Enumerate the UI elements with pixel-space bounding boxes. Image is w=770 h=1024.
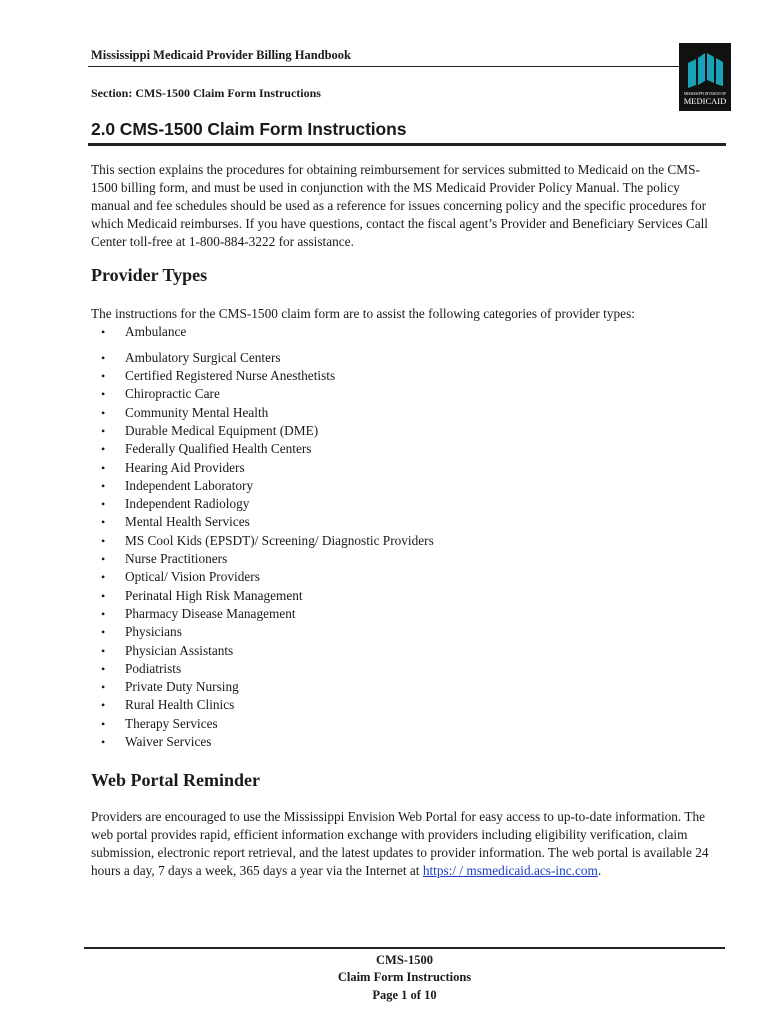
list-item: • Podiatrists (91, 660, 434, 678)
web-portal-trailing: . (597, 863, 602, 879)
list-item: • Durable Medical Equipment (DME) (91, 422, 434, 440)
list-item: • Community Mental Health (91, 404, 434, 422)
list-item: • Certified Registered Nurse Anesthetists (91, 367, 434, 385)
page-title: 2.0 CMS-1500 Claim Form Instructions (91, 119, 407, 139)
list-item: • MS Cool Kids (EPSDT)/ Screening/ Diagnostic Providers (91, 532, 434, 550)
footer-form-name: CMS-1500 (376, 953, 433, 967)
web-portal-text: Providers are encouraged to use the Mississippi Envision Web Portal for easy access to up-to-date information. The web portal provides rapid, efficient information exchange with providers including eligibility verification, claim submission, electronic report retrieval, and the latest updates to provider information. The web portal is available 24 hours a day, 7 days a week, 365 days a year via the Internet at (91, 809, 709, 879)
footer-divider (84, 947, 725, 949)
web-portal-heading: Web Portal Reminder (91, 770, 260, 790)
web-portal-paragraph (91, 808, 721, 880)
web-portal-link[interactable]: https:/ / msmedicaid.acs-inc.com (422, 863, 598, 879)
list-item: • Rural Health Clinics (91, 696, 434, 714)
list-item: • Mental Health Services (91, 513, 434, 531)
list-item: • Physician Assistants (91, 642, 434, 660)
provider-types-heading: Provider Types (91, 265, 208, 285)
list-item: • Ambulatory Surgical Centers (91, 349, 434, 367)
list-item: • Ambulance (91, 323, 434, 341)
title-divider (88, 143, 726, 146)
list-item: • Pharmacy Disease Management (91, 605, 434, 623)
list-item: • Hearing Aid Providers (91, 459, 434, 477)
handbook-title: Mississippi Medicaid Provider Billing Handbook (91, 48, 352, 62)
list-item: • Physicians (91, 623, 434, 641)
footer-subtitle: Claim Form Instructions (337, 970, 472, 984)
list-item: • Optical/ Vision Providers (91, 568, 434, 586)
provider-types-list (91, 323, 434, 751)
provider-types-lead: The instructions for the CMS-1500 claim form are to assist the following categories of provider types: (91, 306, 635, 321)
list-item: • Federally Qualified Health Centers (91, 440, 434, 458)
page-number: Page 1 of 10 (372, 988, 437, 1002)
list-item: • Therapy Services (91, 715, 434, 733)
intro-paragraph: This section explains the procedures for obtaining reimbursement for services submitted to Medicaid on the CMS-1500 billing form, and must be used in conjunction with the MS Medicaid Provider Policy Manual. The policy manual and fee schedules should be used as a reference for issues concerning policy and the specific procedures for which Medicaid reimburses. If you have questions, contact the fiscal agent’s Provider and Beneficiary Services Call Center toll-free at 1-800-884-3222 for assistance. (91, 162, 709, 250)
list-item: • Independent Radiology (91, 495, 434, 513)
medicaid-logo (679, 43, 731, 111)
list-item: • Perinatal High Risk Management (91, 587, 434, 605)
list-item: • Independent Laboratory (91, 477, 434, 495)
logo-text-top: MISSISSIPPI DIVISION OF (683, 92, 727, 96)
section-label: Section: CMS-1500 Claim Form Instructions (91, 86, 321, 100)
list-item: • Waiver Services (91, 733, 434, 751)
header-divider (88, 66, 680, 67)
list-item: • Nurse Practitioners (91, 550, 434, 568)
logo-text-bottom: MEDICAID (683, 96, 727, 106)
list-item: • Chiropractic Care (91, 385, 434, 403)
list-item: • Private Duty Nursing (91, 678, 434, 696)
